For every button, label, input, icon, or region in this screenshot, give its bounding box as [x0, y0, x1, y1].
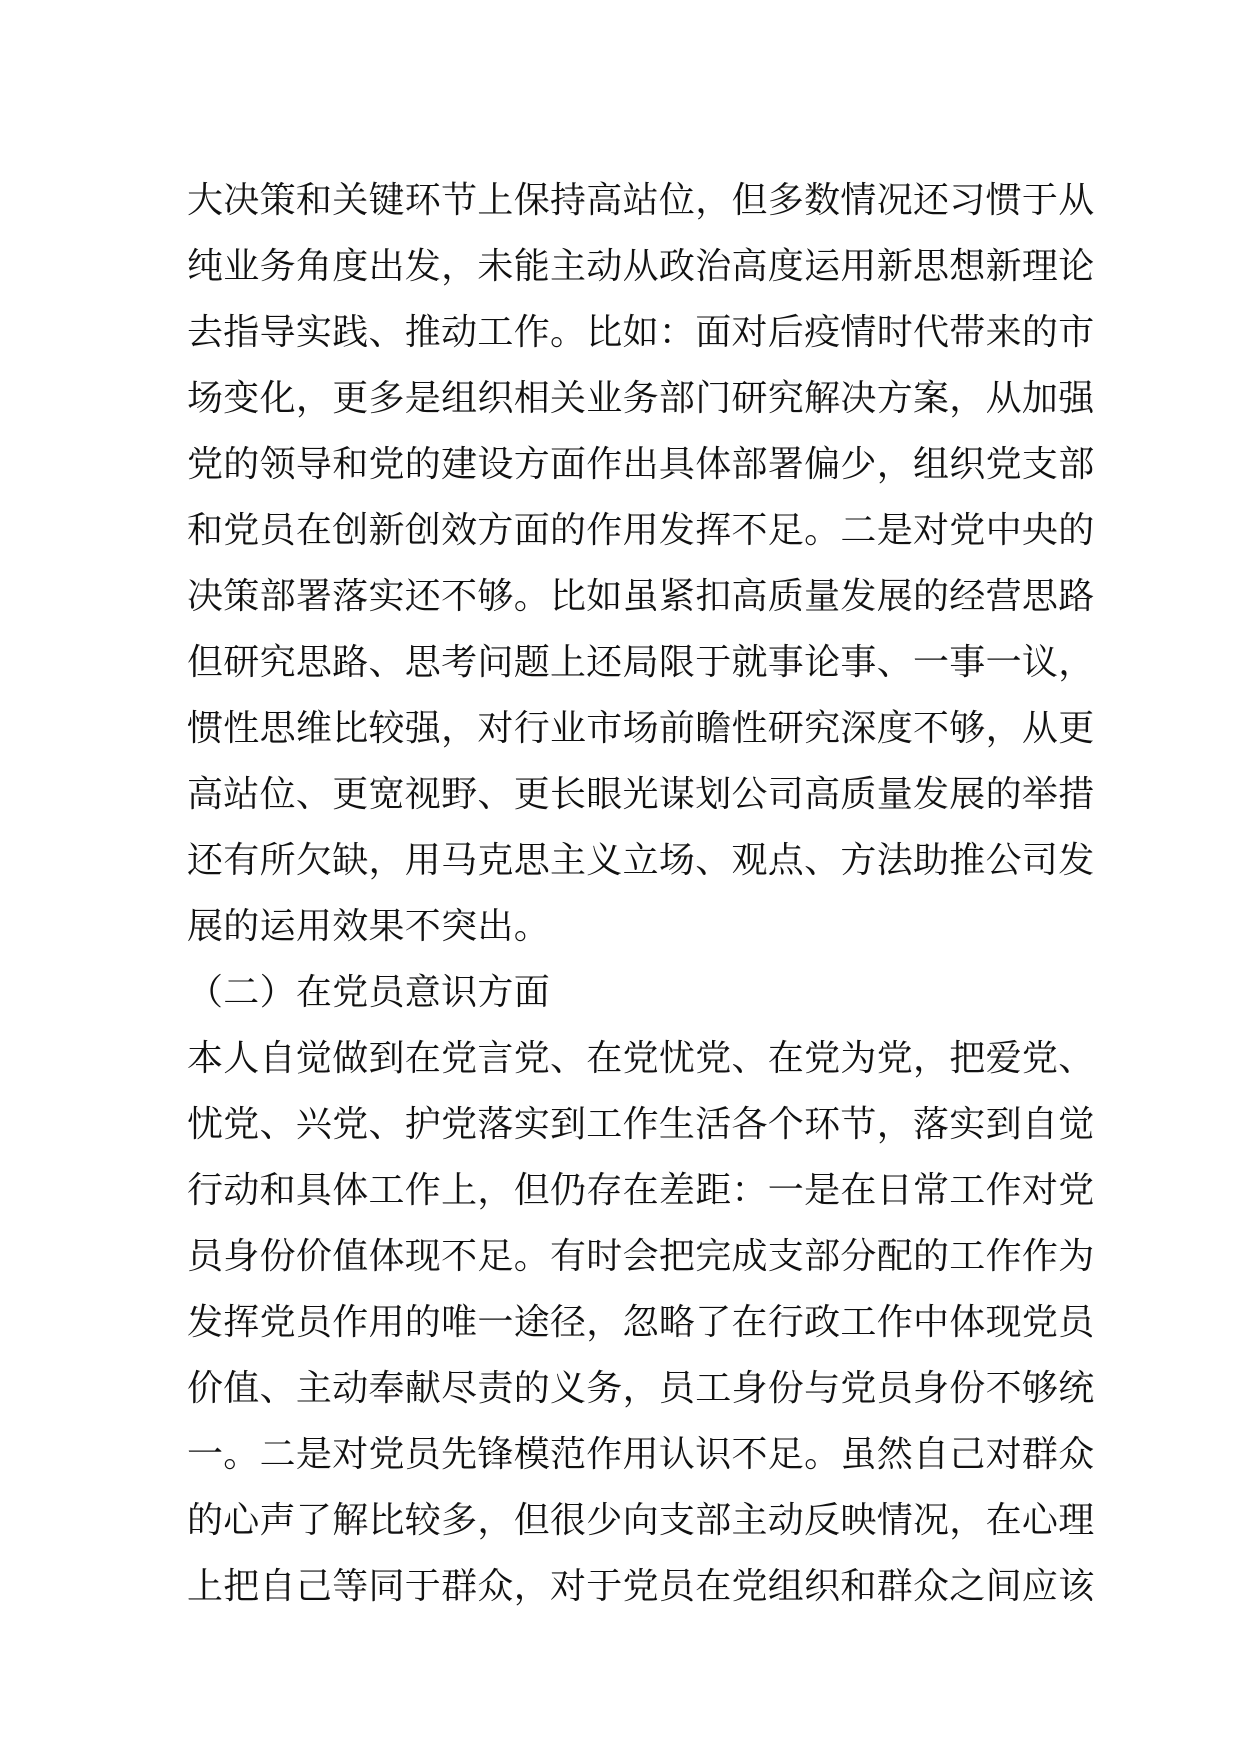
text-line: 展的运用效果不突出。 — [187, 906, 551, 947]
text-line: 上把自己等同于群众，对于党员在党组织和群众之间应该 — [187, 1566, 1095, 1607]
text-line: 还有所欠缺，用马克思主义立场、观点、方法助推公司发 — [187, 840, 1095, 881]
section-heading: （二）在党员意识方面 — [187, 972, 551, 1013]
text-line: 一。二是对党员先锋模范作用认识不足。虽然自己对群众 — [187, 1434, 1095, 1475]
text-line: 去指导实践、推动工作。比如：面对后疫情时代带来的市 — [187, 312, 1095, 353]
text-line: 发挥党员作用的唯一途径，忽略了在行政工作中体现党员 — [187, 1302, 1095, 1343]
text-line: 员身份价值体现不足。有时会把完成支部分配的工作作为 — [187, 1236, 1095, 1277]
text-line: 和党员在创新创效方面的作用发挥不足。二是对党中央的 — [187, 510, 1095, 551]
body-text — [187, 168, 1095, 1620]
text-line: 行动和具体工作上，但仍存在差距：一是在日常工作对党 — [187, 1170, 1095, 1211]
text-line: 大决策和关键环节上保持高站位，但多数情况还习惯于从 — [187, 180, 1095, 221]
text-line: 忧党、兴党、护党落实到工作生活各个环节，落实到自觉 — [187, 1104, 1095, 1145]
text-line: 的心声了解比较多，但很少向支部主动反映情况，在心理 — [187, 1500, 1095, 1541]
text-line: 但研究思路、思考问题上还局限于就事论事、一事一议， — [187, 642, 1095, 683]
text-line: 惯性思维比较强，对行业市场前瞻性研究深度不够，从更 — [187, 708, 1095, 749]
text-line: 党的领导和党的建设方面作出具体部署偏少，组织党支部 — [187, 444, 1095, 485]
text-line: 本人自觉做到在党言党、在党忧党、在党为党，把爱党、 — [187, 1038, 1095, 1079]
text-line: 决策部署落实还不够。比如虽紧扣高质量发展的经营思路 — [187, 576, 1095, 617]
text-line: 价值、主动奉献尽责的义务，员工身份与党员身份不够统 — [187, 1368, 1095, 1409]
text-line: 场变化，更多是组织相关业务部门研究解决方案，从加强 — [187, 378, 1095, 419]
text-line: 高站位、更宽视野、更长眼光谋划公司高质量发展的举措 — [187, 774, 1095, 815]
text-line: 纯业务角度出发，未能主动从政治高度运用新思想新理论 — [187, 246, 1095, 287]
